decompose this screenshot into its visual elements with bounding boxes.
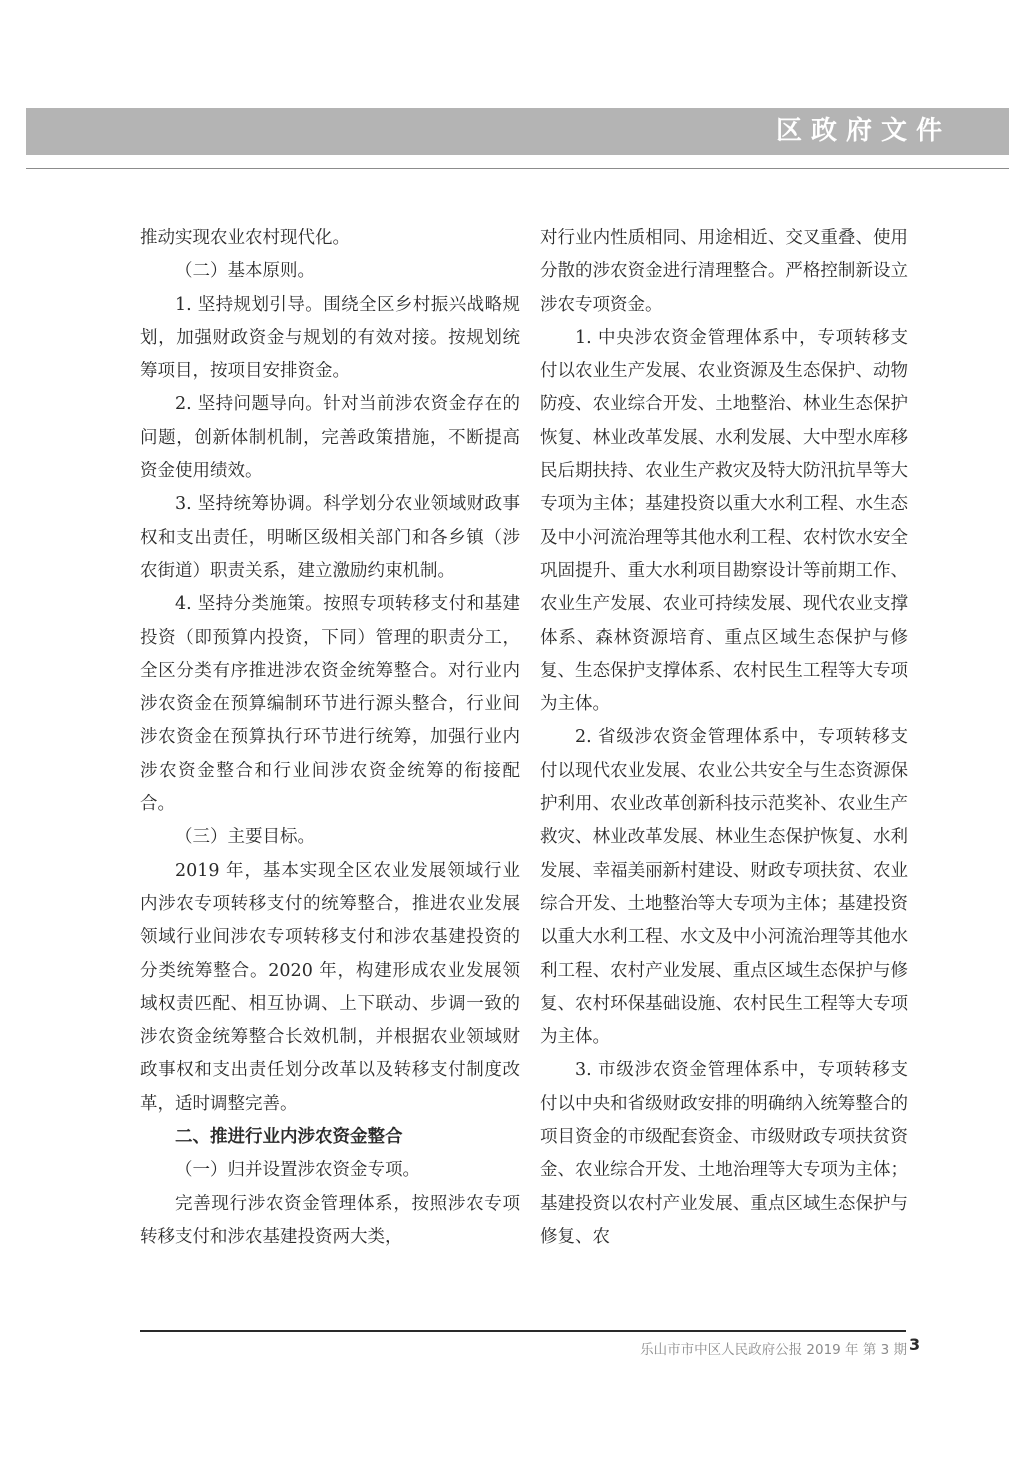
paragraph: 1. 坚持规划引导。围绕全区乡村振兴战略规划，加强财政资金与规划的有效对接。按规划统筹项目，按项目安排资金。 — [140, 294, 520, 382]
section-heading: （二）基本原则。 — [175, 261, 315, 282]
paragraph: 3. 坚持统筹协调。科学划分农业领域财政事权和支出责任，明晰区级相关部门和各乡镇（涉农街道）职责关系，建立激励约束机制。 — [140, 494, 520, 581]
right-column — [540, 222, 908, 1254]
footer-divider — [140, 1330, 906, 1332]
publication-info: 乐山市市中区人民政府公报 2019 年 第 3 期 — [640, 1342, 907, 1358]
paragraph: 2. 坚持问题导向。针对当前涉农资金存在的问题，创新体制机制，完善政策措施，不断提高资金使用绩效。 — [140, 394, 520, 482]
paragraph: 推动实现农业农村现代化。 — [140, 228, 350, 248]
left-column — [140, 222, 520, 1254]
section-heading: （三）主要目标。 — [175, 827, 315, 848]
paragraph: 4. 坚持分类施策。按照专项转移支付和基建投资（即预算内投资，下同）管理的职责分工，全区分类有序推进涉农资金统筹整合。对行业内涉农资金在预算编制环节进行源头整合，行业间涉农资金在预算执行环节进行统筹，加强行业内涉农资金整合和行业间涉农资金统筹的衔接配合。 — [140, 594, 520, 815]
paragraph: 对行业内性质相同、用途相近、交叉重叠、使用分散的涉农资金进行清理整合。严格控制新设立涉农专项资金。 — [540, 228, 908, 315]
header-band — [26, 108, 1009, 155]
paragraph: 1. 中央涉农资金管理体系中，专项转移支付以农业生产发展、农业资源及生态保护、动物防疫、农业综合开发、土地整治、林业生态保护恢复、林业改革发展、水利发展、大中型水库移民后期扶持、农业生产救灾及特大防汛抗旱等大专项为主体；基建投资以重大水利工程、水生态及中小河流治理等其他水利工程、农村饮水安全巩固提升、重大水利项目勘察设计等前期工作、农业生产发展、农业可持续发展、现代农业支撑体系、森林资源培育、重点区域生态保护与修复、生态保护支撑体系、农村民生工程等大专项为主体。 — [540, 327, 908, 715]
paragraph: 2019 年，基本实现全区农业发展领域行业内涉农专项转移支付的统筹整合，推进农业发展领域行业间涉农专项转移支付和涉农基建投资的分类统筹整合。2020 年，构建形成农业发展领域权责匹配、相互协调、上下联动、步调一致的涉农资金统筹整合长效机制，并根据农业领域财政事权和支出责任划分改革以及转移支付制度改革，适时调整完善。 — [140, 860, 520, 1114]
paragraph: 3. 市级涉农资金管理体系中，专项转移支付以中央和省级财政安排的明确纳入统筹整合的项目资金的市级配套资金、市级财政专项扶贫资金、农业综合开发、土地治理等大专项为主体；基建投资以农村产业发展、重点区域生态保护与修复、农 — [540, 1060, 908, 1247]
page-number: 3 — [909, 1335, 921, 1354]
section-heading: （一）归并设置涉农资金专项。 — [175, 1160, 420, 1181]
paragraph: 2. 省级涉农资金管理体系中，专项转移支付以现代农业发展、农业公共安全与生态资源保护利用、农业改革创新科技示范奖补、农业生产救灾、林业改革发展、林业生态保护恢复、水利发展、幸福美丽新村建设、财政专项扶贫、农业综合开发、土地整治等大专项为主体；基建投资以重大水利工程、水文及中小河流治理等其他水利工程、农村产业发展、重点区域生态保护与修复、农村环保基础设施、农村民生工程等大专项为主体。 — [540, 727, 908, 1048]
chapter-heading: 二、推进行业内涉农资金整合 — [175, 1127, 403, 1148]
paragraph: 完善现行涉农资金管理体系，按照涉农专项转移支付和涉农基建投资两大类， — [140, 1193, 520, 1247]
header-title: 区政府文件 — [775, 116, 951, 146]
header-divider — [26, 168, 1009, 169]
